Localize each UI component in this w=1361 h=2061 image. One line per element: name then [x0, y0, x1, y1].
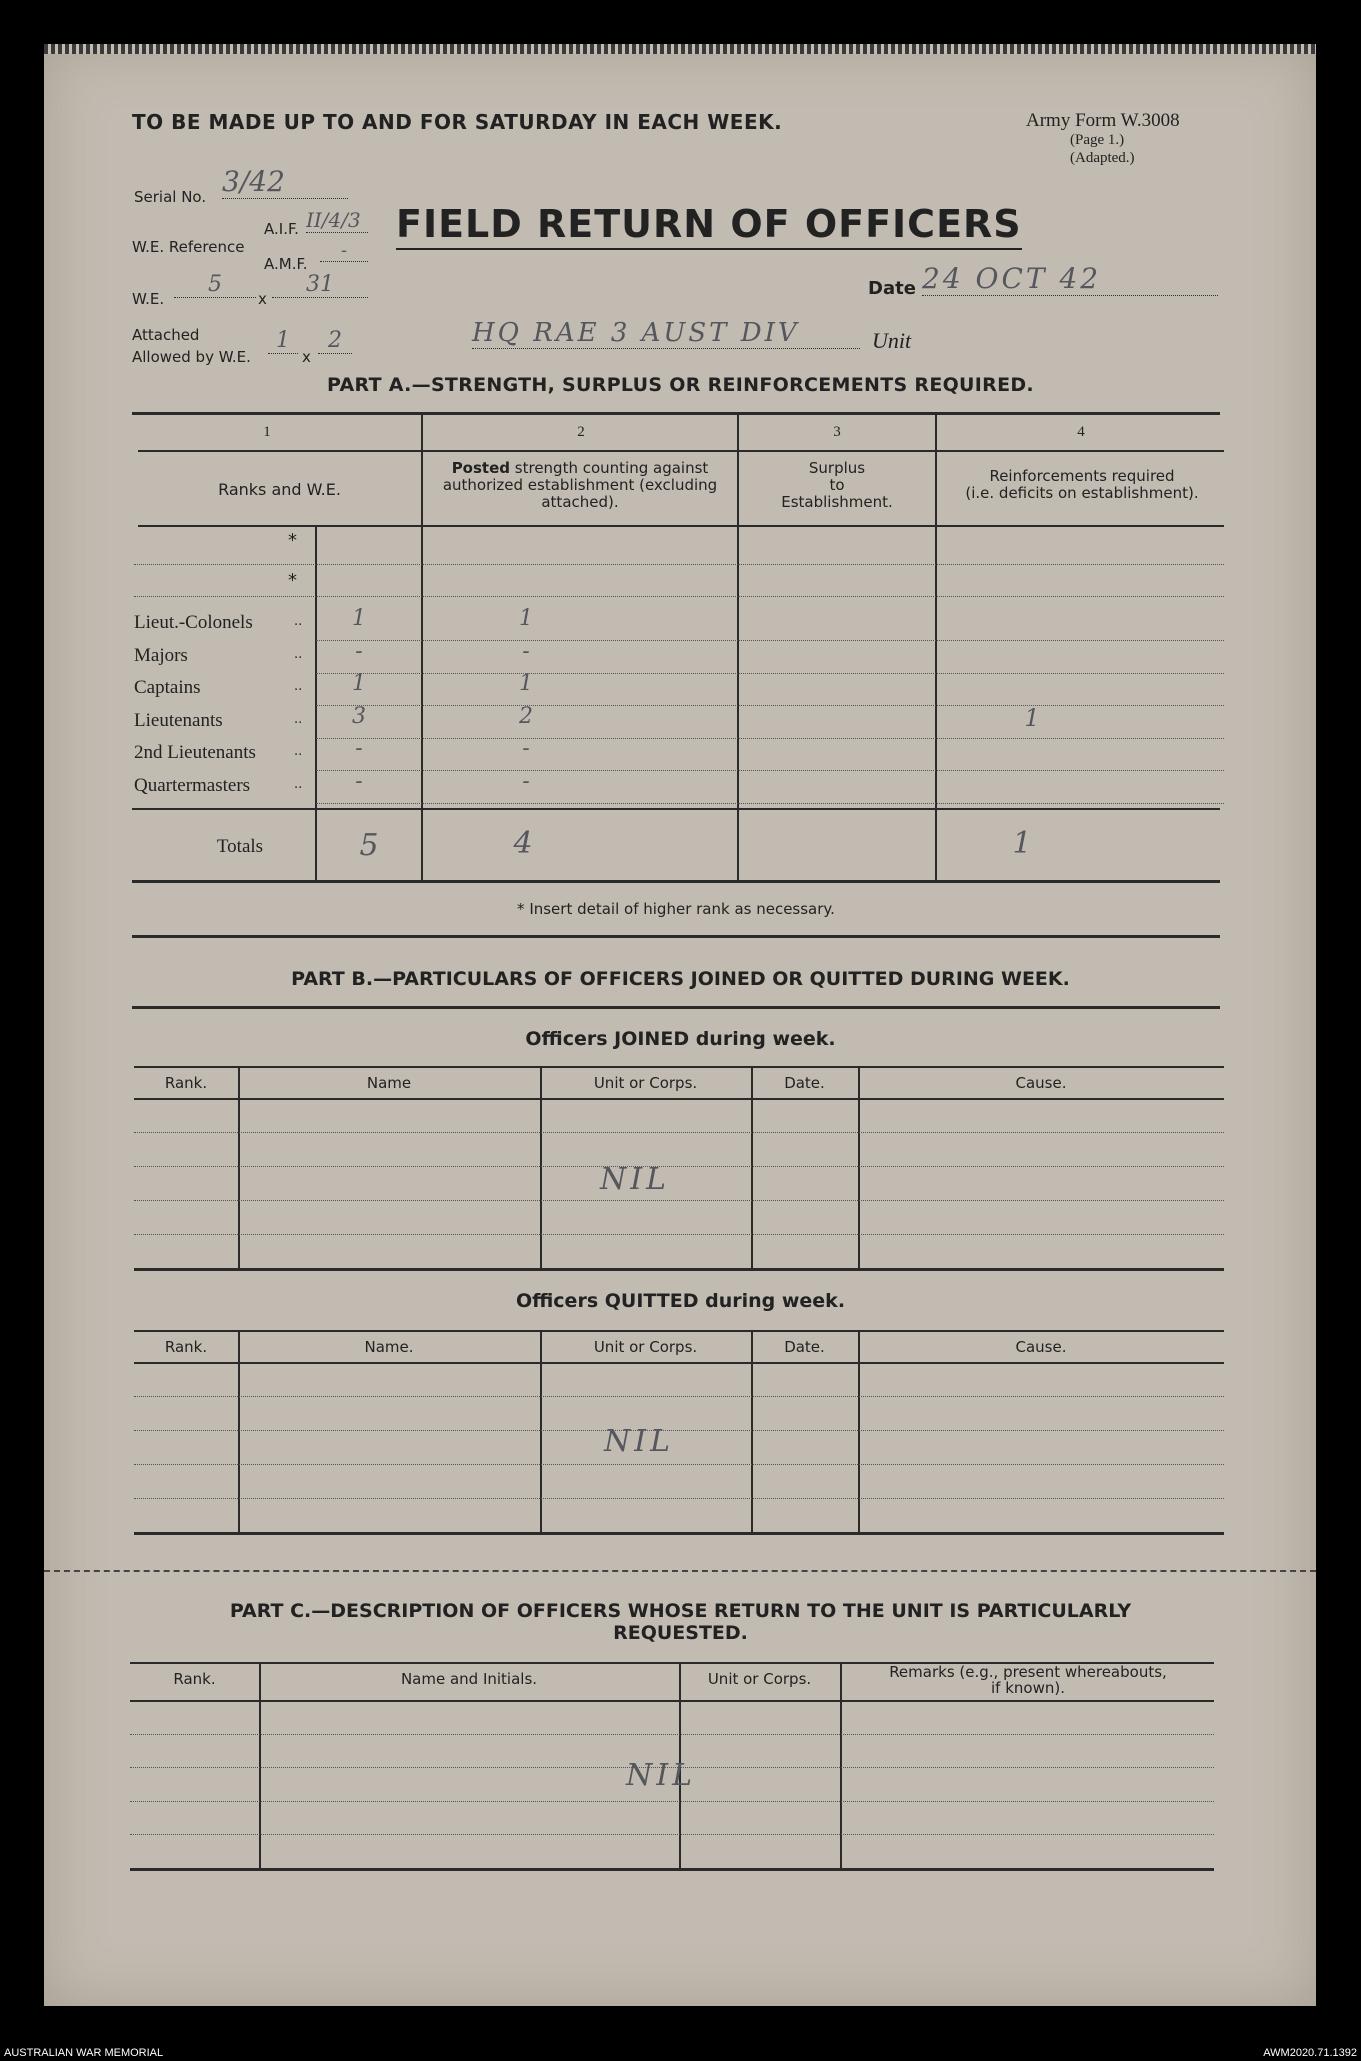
part-c-title-line-1: PART C.—DESCRIPTION OF OFFICERS WHOSE RETURN TO THE UNIT IS PARTICULARLY [229, 1600, 1132, 1622]
totals-reinforcements: 1 [1012, 826, 1032, 861]
col4-header-line-1: Reinforcements required [989, 467, 1175, 485]
col3-header-line-2: to [829, 476, 845, 494]
rank-dot-leader: .. [294, 711, 303, 727]
allowed-value-1: 1 [268, 328, 298, 354]
rank-we-value: - [355, 769, 363, 794]
rank-dot-leader: .. [294, 614, 303, 629]
table-row-rule [134, 1132, 1224, 1133]
table-header-cell: Cause. [1015, 1074, 1067, 1092]
rank-label: 2nd Lieutenants [134, 742, 256, 764]
rank-dot-leader: .. [294, 646, 303, 662]
allowed-label: Allowed by W.E. [132, 348, 251, 366]
col3-header-line-3: Establishment. [781, 493, 893, 511]
quitted-title: Officers QUITTED during week. [515, 1290, 846, 1312]
remarks-header [842, 1664, 1214, 1696]
col-number-1: 1 [263, 424, 271, 440]
table-row-rule [134, 1234, 1224, 1235]
rank-we-value: 1 [352, 606, 366, 631]
table-bottom-rule [134, 1532, 1224, 1535]
table-header-cell: Rank. [164, 1074, 208, 1092]
table-header-rule [134, 1362, 1224, 1364]
date-label: Date [868, 278, 916, 299]
col2-header [430, 460, 730, 511]
rank-posted-value: - [522, 736, 530, 762]
col4-header [937, 468, 1227, 502]
table-top-rule [134, 1066, 1224, 1068]
date-value: 24 OCT 42 [922, 262, 1218, 296]
allowed-value-2: 2 [318, 328, 352, 354]
part-a-footnote: * Insert detail of higher rank as necessary. [517, 900, 835, 918]
table-column-rule [238, 1330, 240, 1532]
we-value-2: 31 [272, 272, 368, 298]
totals-posted: 4 [513, 826, 533, 861]
aif-label: A.I.F. [264, 220, 299, 238]
rank-we-value: 3 [352, 703, 366, 729]
table-header-cell: Name. [364, 1338, 414, 1356]
rank-posted-value: 1 [519, 606, 533, 631]
col-number-3: 3 [833, 424, 841, 440]
table-row-rule [134, 1166, 1224, 1167]
table-header-cell: Cause. [1015, 1338, 1067, 1356]
quitted-entry: NIL [604, 1424, 675, 1459]
rank-posted-value: - [522, 769, 530, 794]
table-row-rule [134, 1200, 1224, 1201]
col4-header-line-2: (i.e. deficits on establishment). [965, 484, 1199, 502]
unit-value: HQ RAE 3 AUST DIV [472, 318, 860, 349]
joined-title: Officers JOINED during week. [525, 1028, 836, 1050]
allowed-multiplier: x [302, 348, 311, 366]
table-header-cell: Name and Initials. [400, 1670, 538, 1688]
part-c-entry: NIL [626, 1758, 697, 1793]
rank-we-value: 1 [352, 671, 366, 697]
table-bottom-rule [130, 1868, 1214, 1871]
table-column-rule [540, 1330, 542, 1532]
form-title: FIELD RETURN OF OFFICERS [396, 202, 1022, 250]
we-reference-label: W.E. Reference [132, 238, 245, 256]
table-column-rule [858, 1066, 860, 1268]
page-indicator: (Page 1.) [1070, 132, 1125, 148]
attached-label: Attached [132, 326, 200, 344]
table-header-cell: Unit or Corps. [707, 1670, 812, 1688]
rank-label: Quartermasters [134, 775, 251, 796]
col-number-2: 2 [577, 424, 585, 440]
instruction-text: TO BE MADE UP TO AND FOR SATURDAY IN EACH WEEK. [132, 110, 783, 134]
table-bottom-rule [134, 1268, 1224, 1271]
table-column-rule [259, 1662, 261, 1868]
rank-label: Captains [134, 677, 201, 699]
table-row-rule [130, 1834, 1214, 1835]
table-header-rule [134, 1098, 1224, 1100]
table-row-rule [134, 1430, 1224, 1431]
rank-we-value: - [355, 736, 363, 762]
part-c-title-line-2: REQUESTED. [613, 1622, 748, 1644]
col3-header [739, 460, 935, 511]
star-row-1-marker: * [288, 530, 297, 551]
we-multiplier: x [258, 290, 267, 308]
rank-label: Majors [134, 644, 188, 666]
table-header-cell: Date. [784, 1338, 825, 1356]
rank-posted-value: 2 [519, 703, 533, 729]
perforated-edge [44, 44, 1316, 54]
table-row-rule [134, 1464, 1224, 1465]
table-header-cell: Rank. [164, 1338, 208, 1356]
serial-value: 3/42 [222, 165, 348, 199]
table-column-rule [238, 1066, 240, 1268]
col-number-4: 4 [1077, 424, 1085, 440]
row-rule [316, 803, 1224, 804]
adapted-note: (Adapted.) [1070, 150, 1135, 166]
tear-line [44, 1570, 1316, 1572]
we-value-1: 5 [174, 272, 256, 298]
table-row-rule [134, 1498, 1224, 1499]
table-column-rule [858, 1330, 860, 1532]
rank-we-value: - [355, 638, 363, 664]
table-top-rule [134, 1330, 1224, 1332]
rank-dot-leader: .. [294, 679, 303, 695]
col2-header-rest: strength counting against authorized establishment (excluding attached). [442, 459, 718, 511]
col2-header-bold: Posted [451, 459, 510, 477]
totals-we: 5 [359, 828, 379, 863]
serial-label: Serial No. [134, 188, 207, 206]
part-a-title: PART A.—STRENGTH, SURPLUS OR REINFORCEMENTS REQUIRED. [327, 374, 1034, 396]
army-form-number: Army Form W.3008 [1026, 110, 1180, 131]
amf-value: - [320, 240, 368, 262]
remarks-header-line-2: if known). [991, 1679, 1065, 1697]
rank-dot-leader: .. [294, 777, 303, 792]
part-b-title: PART B.—PARTICULARS OF OFFICERS JOINED OR QUITTED DURING WEEK. [291, 968, 1070, 990]
table-header-cell: Date. [784, 1074, 825, 1092]
table-column-rule [751, 1066, 753, 1268]
aif-value: II/4/3 [306, 208, 368, 233]
table-column-rule [540, 1066, 542, 1268]
amf-label: A.M.F. [264, 255, 308, 273]
table-column-rule [751, 1330, 753, 1532]
rank-posted-value: - [522, 638, 530, 664]
rank-reinforcements-value: 1 [1024, 703, 1040, 732]
table-row-rule [130, 1801, 1214, 1802]
joined-entry: NIL [600, 1162, 671, 1197]
part-c-title [0, 1600, 1361, 1644]
star-row-2-marker: * [288, 570, 297, 591]
table-header-cell: Unit or Corps. [593, 1338, 698, 1356]
totals-label: Totals [216, 836, 264, 857]
we-label: W.E. [132, 290, 165, 308]
rank-posted-value: 1 [519, 671, 533, 697]
remarks-header-line-1: Remarks (e.g., present whereabouts, [889, 1663, 1167, 1681]
table-row-rule [130, 1734, 1214, 1735]
table-header-cell: Unit or Corps. [593, 1074, 698, 1092]
footer-accession: AWM2020.71.1392 [1263, 2047, 1357, 2059]
rank-label: Lieut.-Colonels [134, 612, 253, 633]
unit-label: Unit [872, 328, 912, 353]
table-header-rule [130, 1700, 1214, 1702]
table-row-rule [134, 1396, 1224, 1397]
footer-source: AUSTRALIAN WAR MEMORIAL [4, 2047, 164, 2059]
col1-header: Ranks and W.E. [218, 480, 341, 499]
rank-label: Lieutenants [134, 709, 223, 731]
col3-header-line-1: Surplus [808, 459, 866, 477]
table-header-cell: Rank. [173, 1670, 216, 1688]
table-header-cell: Name [366, 1074, 412, 1092]
rank-dot-leader: .. [294, 744, 303, 760]
